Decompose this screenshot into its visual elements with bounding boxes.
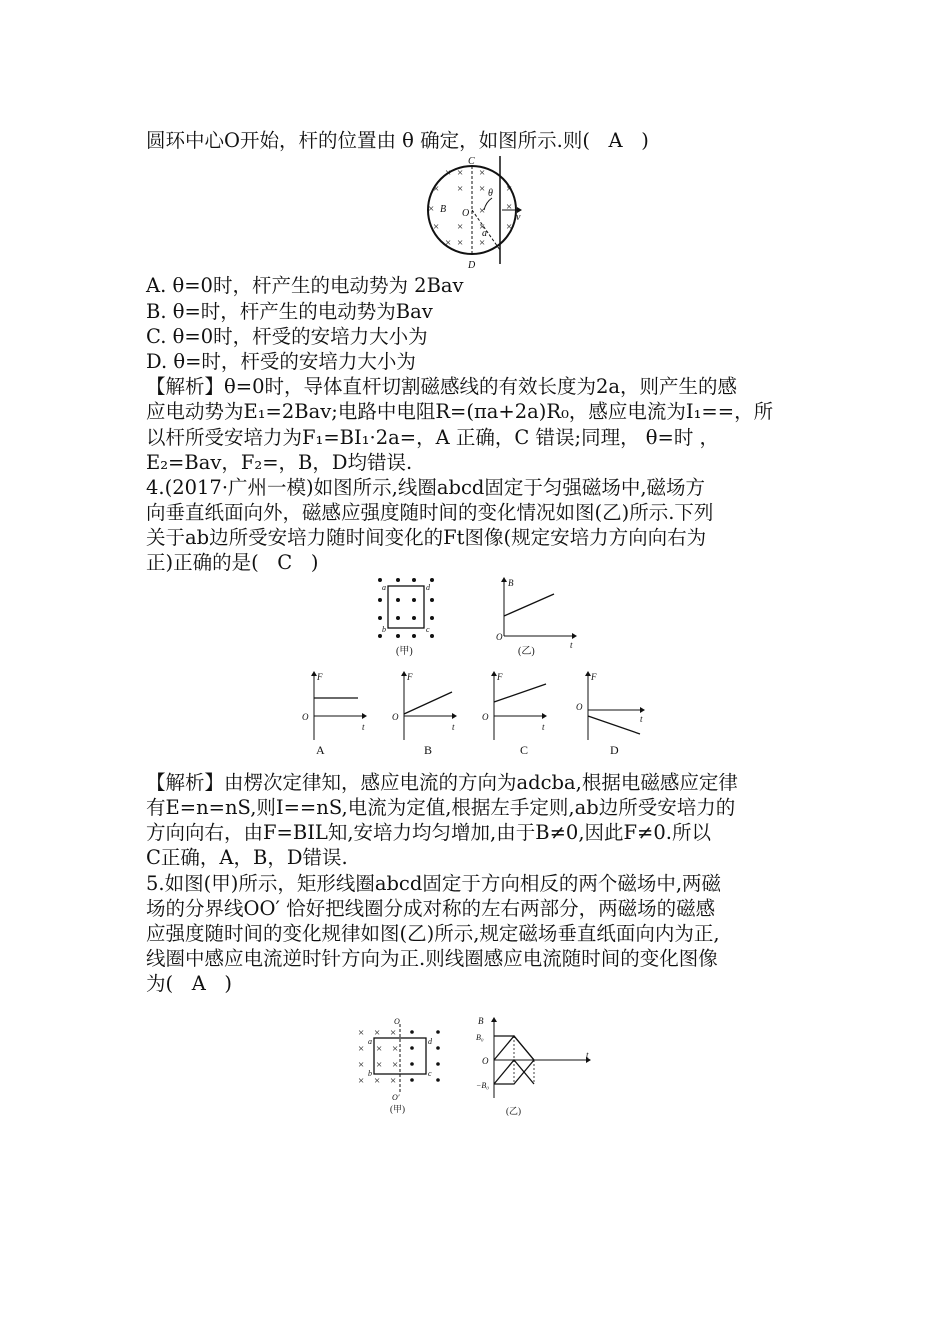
svg-text:×: ×: [358, 1075, 365, 1087]
label-t: t: [452, 722, 455, 732]
label-b-axis: B: [508, 578, 514, 588]
label-f: F: [591, 672, 597, 682]
graph-option-d: [574, 670, 648, 764]
graph-option-c: [480, 670, 552, 764]
graph-option-a: [300, 670, 370, 764]
q4-figure-yi: [494, 576, 578, 662]
label-t: t: [362, 722, 365, 732]
svg-text:×: ×: [392, 1059, 399, 1071]
svg-text:×: ×: [457, 167, 464, 179]
q5-stem-line: 为( A ): [146, 972, 232, 995]
graph-option-b: [390, 670, 460, 764]
svg-text:×: ×: [506, 221, 513, 233]
caption-jia: (甲): [396, 646, 413, 657]
svg-text:×: ×: [457, 183, 464, 195]
label-o: O: [576, 702, 583, 712]
caption-d: D: [610, 743, 619, 757]
svg-text:×: ×: [433, 221, 440, 233]
svg-text:×: ×: [479, 183, 486, 195]
svg-text:×: ×: [392, 1043, 399, 1055]
q4-figure-jia: [370, 574, 440, 662]
svg-text:×: ×: [428, 203, 435, 215]
label-b: B: [440, 204, 447, 215]
label-o: O: [392, 712, 399, 722]
svg-text:×: ×: [479, 237, 486, 249]
q3-analysis-line: 应电动势为E₁=2Bav;电路中电阻R=(πa+2a)R₀，感应电流为I₁==，所: [146, 400, 774, 423]
label-t-axis: t: [570, 640, 573, 650]
label-t: t: [542, 722, 545, 732]
q3-stem: 圆环中心O开始，杆的位置由 θ 确定，如图所示.则( A ): [146, 129, 649, 152]
label-v: v: [516, 212, 521, 223]
label-f: F: [407, 672, 413, 682]
q3-option-c: C. θ=0时，杆受的安培力大小为: [146, 325, 428, 348]
q3-analysis-line: E₂=Bav，F₂=，B，D均错误.: [146, 451, 413, 474]
label-b: b: [382, 625, 386, 634]
svg-text:×: ×: [390, 1027, 397, 1039]
svg-text:×: ×: [445, 167, 452, 179]
q3-option-b: B. θ=时，杆产生的电动势为Bav: [146, 300, 433, 323]
svg-text:×: ×: [479, 221, 486, 233]
q4-analysis-line: 【解析】由楞次定律知，感应电流的方向为adcba,根据电磁感应定律: [146, 771, 738, 794]
label-b-axis: B: [478, 1016, 484, 1026]
f-curve: [494, 684, 546, 702]
svg-text:×: ×: [374, 1027, 381, 1039]
q5-stem-line: 5.如图(甲)所示，矩形线圈abcd固定于方向相反的两个磁场中,两磁: [146, 872, 722, 895]
svg-text:×: ×: [479, 205, 486, 217]
svg-text:×: ×: [457, 221, 464, 233]
svg-text:×: ×: [506, 201, 513, 213]
svg-text:×: ×: [374, 1075, 381, 1087]
q3-analysis-line: 【解析】θ=0时，导体直杆切割磁感线的有效长度为2a，则产生的感: [146, 375, 738, 398]
q4-analysis-line: C正确，A，B，D错误.: [146, 846, 348, 869]
label-d: d: [428, 1037, 432, 1046]
q5-figure-yi: [476, 1014, 594, 1124]
label-a: a: [382, 583, 386, 592]
q5-figure-jia: [354, 1014, 444, 1118]
label-o-top: O: [394, 1017, 400, 1026]
caption-yi: (乙): [506, 1106, 521, 1116]
q3-figure: [420, 154, 532, 274]
cross-marks: [358, 1027, 398, 1087]
label-d: D: [468, 260, 476, 270]
q5-stem-line: 线圈中感应电流逆时针方向为正.则线圈感应电流随时间的变化图像: [146, 947, 718, 970]
caption-jia: (甲): [390, 1104, 405, 1114]
q3-option-a: A. θ=0时，杆产生的电动势为 2Bav: [146, 274, 464, 297]
label-origin: O: [496, 632, 503, 642]
q4-stem-line: 向垂直纸面向外，磁感应强度随时间的变化情况如图(乙)所示.下列: [146, 501, 714, 524]
svg-text:×: ×: [376, 1059, 383, 1071]
caption-c: C: [520, 743, 529, 757]
svg-text:×: ×: [358, 1059, 365, 1071]
q4-analysis-line: 有E=n=nS,则I==nS,电流为定值,根据左手定则,ab边所受安培力的: [146, 796, 736, 819]
q4-stem-line: 关于ab边所受安培力随时间变化的Ft图像(规定安培力方向向右为: [146, 526, 707, 549]
label-neg-b0: −B₀: [476, 1081, 490, 1090]
svg-text:×: ×: [358, 1043, 365, 1055]
label-origin: O: [482, 1056, 489, 1066]
label-b0: B₀: [476, 1033, 484, 1042]
f-curve: [588, 716, 640, 734]
svg-text:×: ×: [479, 167, 486, 179]
label-f: F: [497, 672, 503, 682]
b-line: [504, 594, 554, 616]
label-t: t: [640, 714, 643, 724]
label-c: C: [468, 156, 475, 167]
f-curve: [404, 692, 452, 714]
q3-analysis-line: 以杆所受安培力为F₁=BI₁·2a=，A 正确，C 错误;同理， θ=时 ，: [146, 426, 720, 449]
svg-text:×: ×: [445, 237, 452, 249]
label-o-prime: O′: [392, 1093, 400, 1102]
svg-text:×: ×: [376, 1043, 383, 1055]
label-b: b: [368, 1069, 372, 1078]
label-o: O: [482, 712, 489, 722]
q3-option-d: D. θ=时，杆受的安培力大小为: [146, 350, 416, 373]
label-c: c: [428, 1069, 432, 1078]
label-f: F: [317, 672, 323, 682]
svg-text:×: ×: [457, 237, 464, 249]
label-a: a: [482, 228, 487, 239]
label-o: O: [462, 208, 470, 219]
q5-stem-line: 应强度随时间的变化规律如图(乙)所示,规定磁场垂直纸面向内为正,: [146, 922, 720, 945]
label-a: a: [368, 1037, 372, 1046]
caption-a: A: [316, 743, 325, 757]
label-t-axis: t: [586, 1050, 589, 1060]
q5-stem-line: 场的分界线OO′ 恰好把线圈分成对称的左右两部分，两磁场的磁感: [146, 897, 716, 920]
label-c: c: [426, 625, 430, 634]
caption-b: B: [424, 743, 433, 757]
q4-stem-line: 正)正确的是( C ): [146, 551, 319, 574]
label-theta: θ: [488, 188, 493, 199]
label-o: O: [302, 712, 309, 722]
caption-yi: (乙): [518, 646, 535, 657]
q4-analysis-line: 方向向右，由F=BIL知,安培力均匀增加,由于B≠0,因此F≠0.所以: [146, 821, 711, 844]
svg-text:×: ×: [506, 183, 513, 195]
label-d: d: [426, 583, 430, 592]
svg-text:×: ×: [390, 1075, 397, 1087]
svg-text:×: ×: [433, 183, 440, 195]
svg-text:×: ×: [358, 1027, 365, 1039]
q4-stem-line: 4.(2017·广州一模)如图所示,线圈abcd固定于匀强磁场中,磁场方: [146, 476, 706, 499]
